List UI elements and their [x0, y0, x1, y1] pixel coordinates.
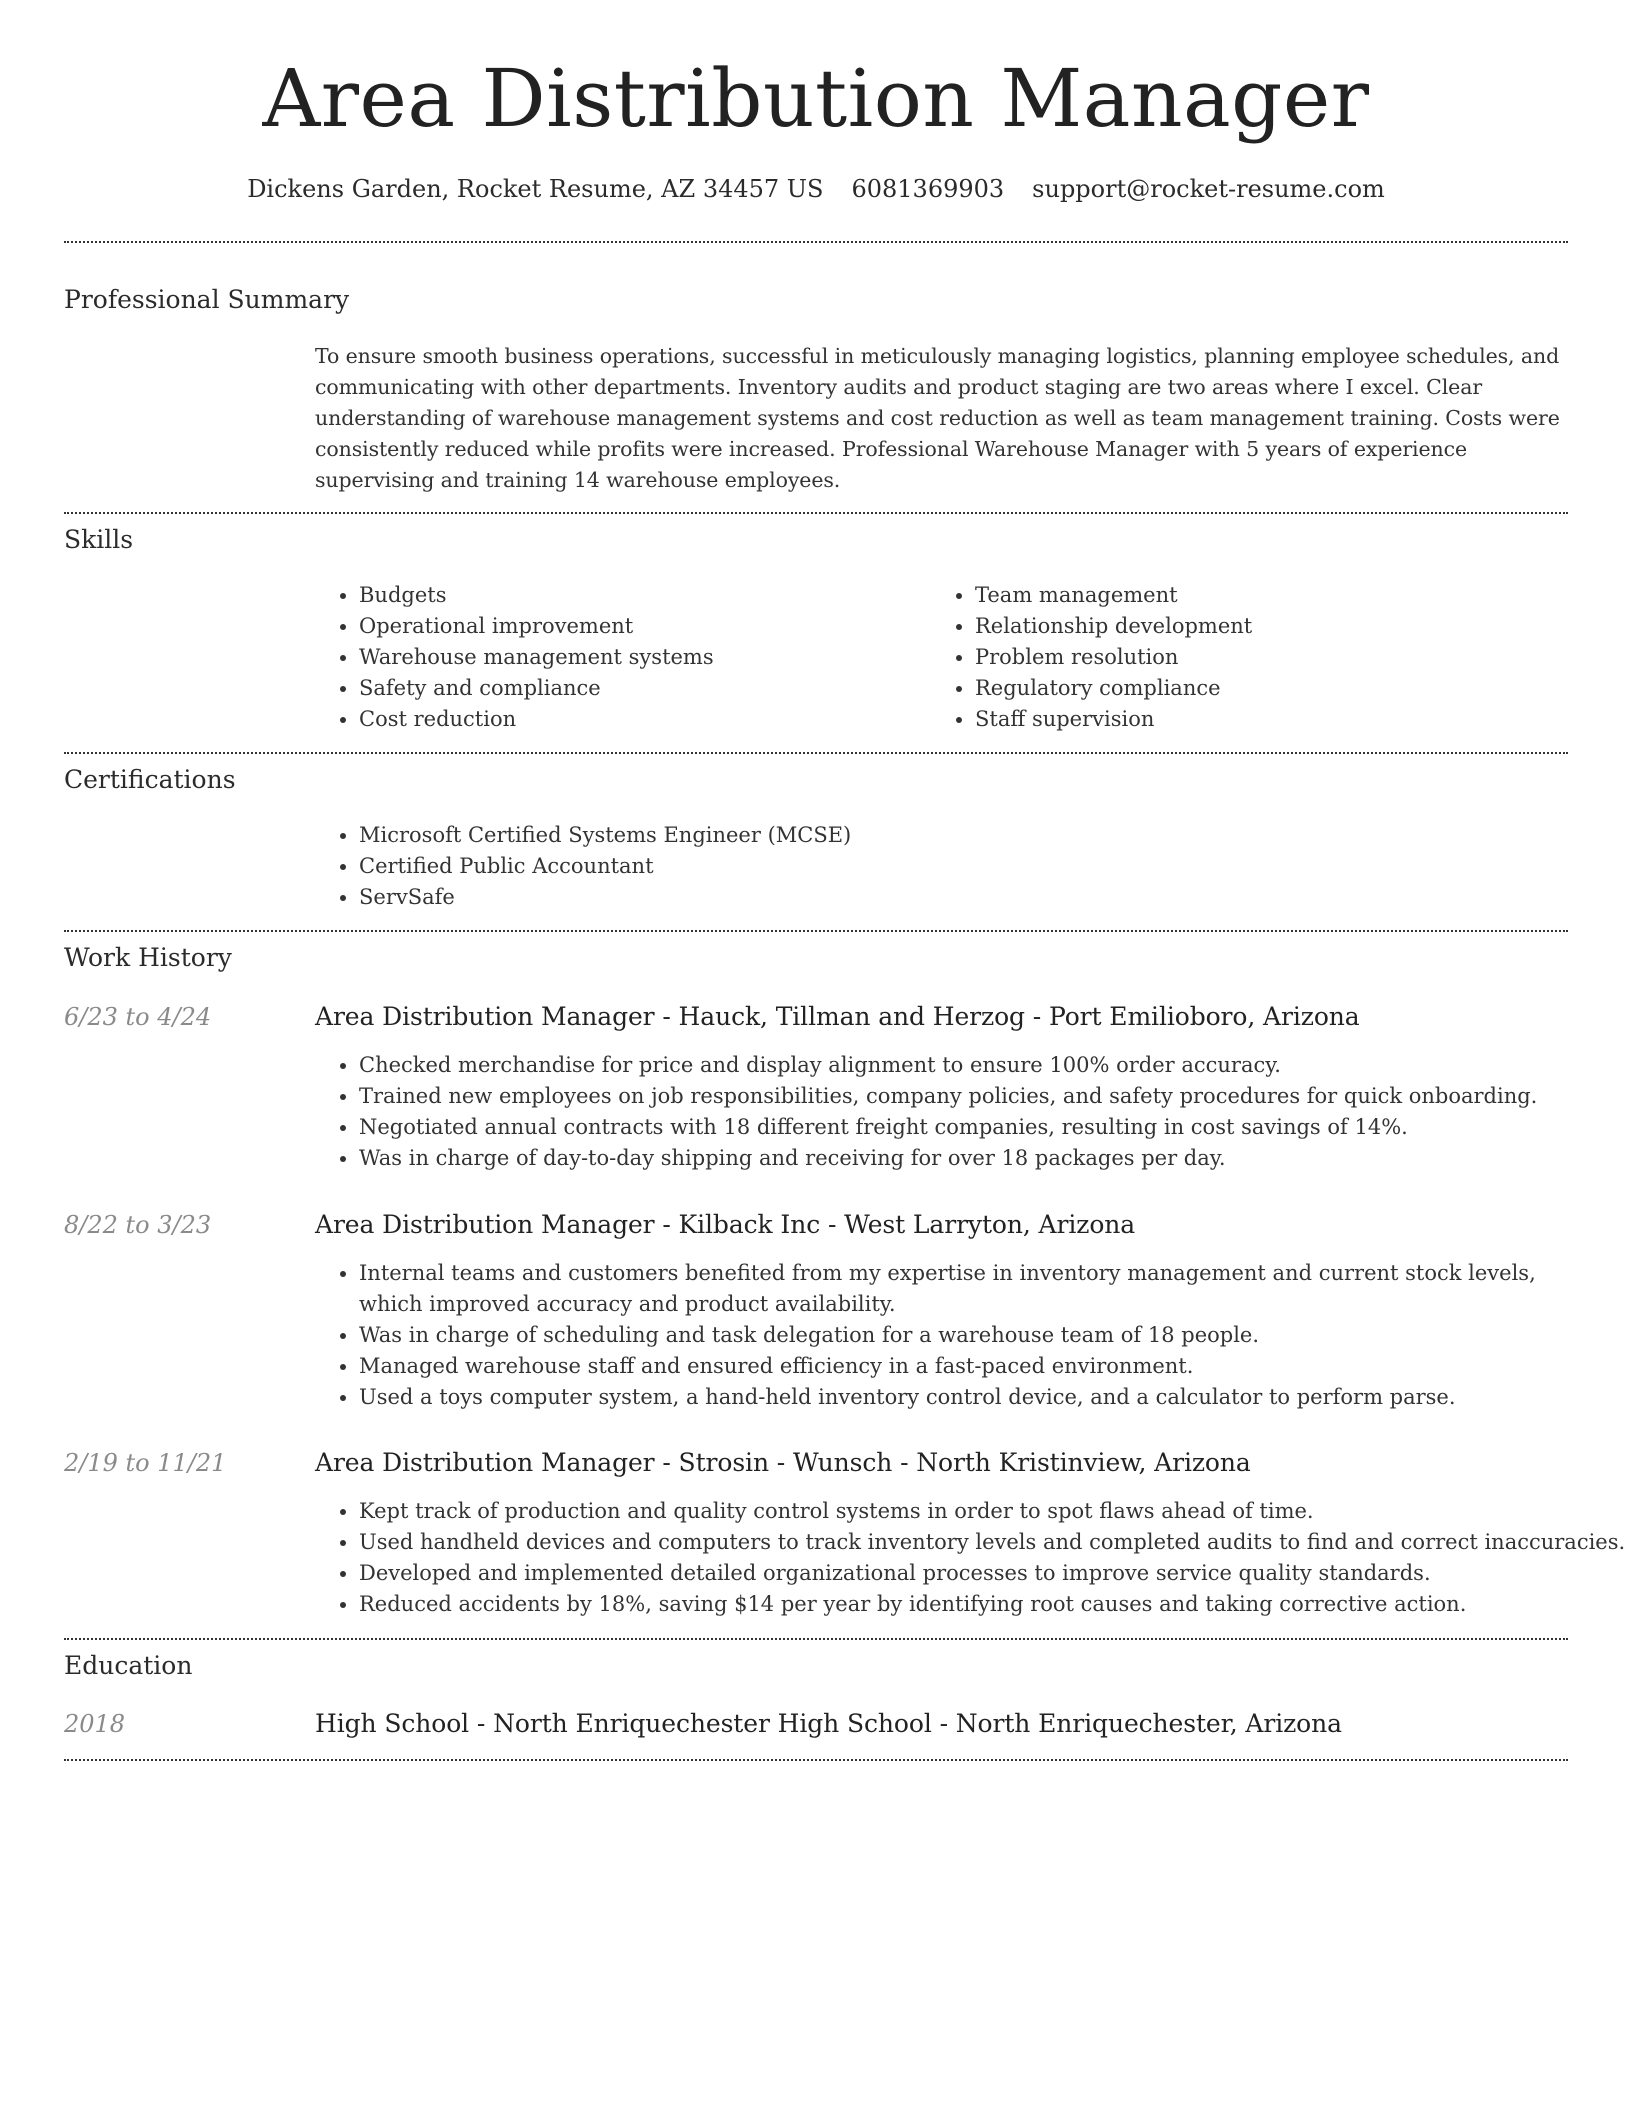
job-bullet: • Checked merchandise for price and display alignment to ensure 100% order accuracy.	[359, 1050, 1568, 1081]
job-bullet: • Internal teams and customers benefited from my expertise in inventory management and current stock levels, which improved accuracy and product availability.	[359, 1258, 1568, 1320]
certification-item: • Certified Public Accountant	[359, 851, 1568, 882]
job-bullet: • Reduced accidents by 18%, saving $14 per year by identifying root causes and taking corrective action.	[359, 1589, 1568, 1620]
section-divider	[64, 512, 1568, 514]
education-heading: Education	[64, 1651, 193, 1680]
skill-item: • Safety and compliance	[359, 673, 915, 704]
job-bullets	[315, 1496, 1626, 1620]
skill-item: • Problem resolution	[975, 642, 1531, 673]
skill-item: • Staff supervision	[975, 704, 1531, 735]
job-dates: 2/19 to 11/21	[64, 1449, 227, 1477]
section-divider	[64, 930, 1568, 932]
job-title: Area Distribution Manager - Kilback Inc - West Larryton, Arizona	[315, 1210, 1136, 1239]
job-bullet: • Developed and implemented detailed organizational processes to improve service quality standards.	[359, 1558, 1568, 1589]
skill-item: • Regulatory compliance	[975, 673, 1531, 704]
job-bullet: • Managed warehouse staff and ensured efficiency in a fast-paced environment.	[359, 1351, 1568, 1382]
certifications-list	[315, 820, 1568, 913]
skills-list-left	[315, 580, 915, 735]
contact-email: support@rocket-resume.com	[1032, 175, 1385, 203]
skill-item: • Warehouse management systems	[359, 642, 915, 673]
education-year: 2018	[64, 1710, 126, 1738]
certification-item: • ServSafe	[359, 882, 1568, 913]
job-bullet: • Used handheld devices and computers to track inventory levels and completed audits to find and correct inaccuracies.	[359, 1527, 1568, 1558]
section-divider	[64, 1638, 1568, 1640]
skills-list-right	[931, 580, 1531, 735]
job-title: Area Distribution Manager - Hauck, Tillman and Herzog - Port Emilioboro, Arizona	[315, 1002, 1360, 1031]
job-bullets	[315, 1050, 1568, 1174]
job-title: Area Distribution Manager - Strosin - Wunsch - North Kristinview, Arizona	[315, 1448, 1251, 1477]
certification-item: • Microsoft Certified Systems Engineer (MCSE)	[359, 820, 1568, 851]
job-bullet: • Negotiated annual contracts with 18 different freight companies, resulting in cost savings of 14%.	[359, 1112, 1568, 1143]
skill-item: • Team management	[975, 580, 1531, 611]
summary-text: To ensure smooth business operations, successful in meticulously managing logistics, planning employee schedules, and communicating with other departments. Inventory audits and product staging are two areas where I excel. Clear understanding of warehouse management systems and cost reduction as well as team management training. Costs were consistently reduced while profits were increased. Professional Warehouse Manager with 5 years of experience supervising and training 14 warehouse employees.	[315, 344, 1560, 492]
skill-item: • Operational improvement	[359, 611, 915, 642]
contact-line	[64, 172, 1568, 206]
certifications-heading: Certifications	[64, 765, 236, 794]
job-bullet: • Kept track of production and quality control systems in order to spot flaws ahead of time.	[359, 1496, 1568, 1527]
job-dates: 8/22 to 3/23	[64, 1211, 212, 1239]
job-bullet: • Was in charge of scheduling and task delegation for a warehouse team of 18 people.	[359, 1320, 1568, 1351]
section-divider	[64, 241, 1568, 243]
section-divider	[64, 1759, 1568, 1761]
contact-phone: 6081369903	[851, 175, 1005, 203]
job-bullets	[315, 1258, 1568, 1413]
job-bullet: • Trained new employees on job responsibilities, company policies, and safety procedures for quick onboarding.	[359, 1081, 1568, 1112]
job-dates: 6/23 to 4/24	[64, 1003, 212, 1031]
work-history-heading: Work History	[64, 943, 232, 972]
summary-heading: Professional Summary	[64, 285, 350, 314]
education-title: High School - North Enriquechester High School - North Enriquechester, Arizona	[315, 1709, 1342, 1738]
job-bullet: • Used a toys computer system, a hand-held inventory control device, and a calculator to perform parse.	[359, 1382, 1568, 1413]
job-bullet: • Was in charge of day-to-day shipping and receiving for over 18 packages per day.	[359, 1143, 1568, 1174]
section-divider	[64, 752, 1568, 754]
skill-item: • Relationship development	[975, 611, 1531, 642]
skill-item: • Cost reduction	[359, 704, 915, 735]
contact-address: Dickens Garden, Rocket Resume, AZ 34457 US	[247, 175, 824, 203]
skill-item: • Budgets	[359, 580, 915, 611]
skills-heading: Skills	[64, 525, 134, 554]
candidate-name: Area Distribution Manager	[262, 52, 1370, 145]
